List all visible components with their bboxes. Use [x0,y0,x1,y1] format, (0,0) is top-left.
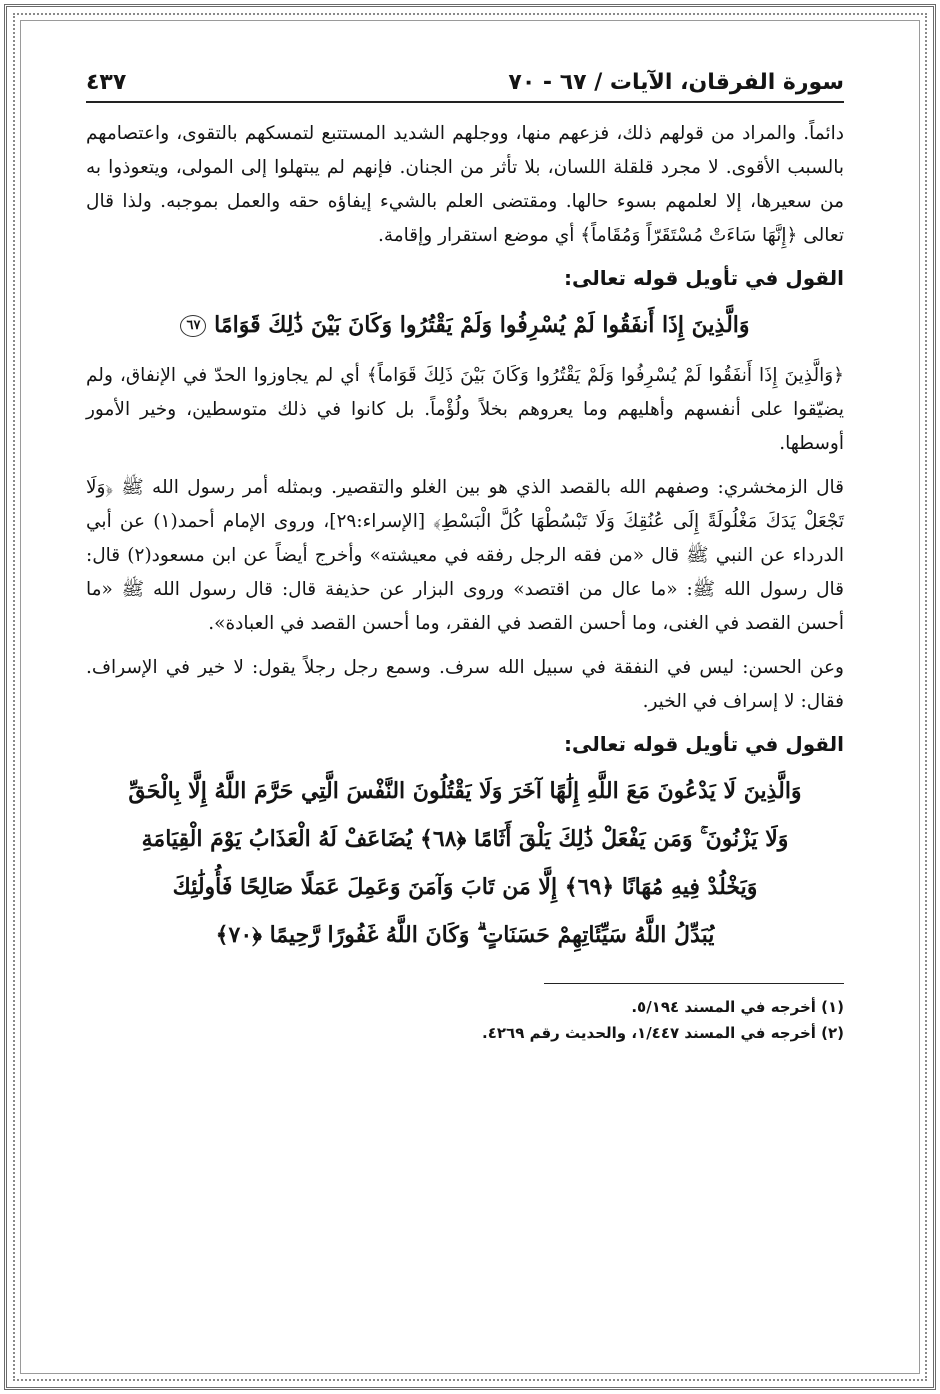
page-content [86,70,844,1046]
footnote-1: (١) أخرجه في المسند ٥/١٩٤. [631,998,844,1016]
verse-line: يُبَدِّلُ اللَّهُ سَيِّئَاتِهِمْ حَسَنَاتٍ ۗ وَكَانَ اللَّهُ غَفُورًا رَّحِيمًا ﴿٧٠﴾ [215,922,715,948]
quran-verse-67 [86,301,844,349]
section-heading-2: القول في تأويل قوله تعالى: [564,732,844,756]
verse-line: وَالَّذِينَ لَا يَدْعُونَ مَعَ اللَّهِ إِلَٰهًا آخَرَ وَلَا يَقْتُلُونَ النَّفْسَ الَّتِي حَرَّمَ اللَّهُ إِلَّا بِالْحَقِّ [128,778,802,804]
quran-verses-68-70 [86,767,844,959]
paragraph-1: دائماً. والمراد من قولهم ذلك، فزعهم منها، ووجلهم الشديد المستتبع لتمسكهم بالتقوى، واعتصامهم بالسبب الأقوى. لا مجرد قلقلة اللسان، بلا تأثر من الجنان. فإنهم لم يبتهلوا إلى المولى، ويتعوذوا به من سعيرها، إلا لعلمهم بسوء حالها. ومقتضى العلم بالشيء إيفاؤه حقه والعمل بموجبه. ولذا قال تعالى ﴿إِنَّهَا سَاءَتْ مُسْتَقَرّاً وَمُقَاماً﴾ أي موضع استقرار وإقامة. [86,123,844,246]
paragraph-4: وعن الحسن: ليس في النفقة في سبيل الله سرف. وسمع رجل رجلاً يقول: لا خير في الإسراف. فقال: لا إسراف في الخير. [86,657,844,712]
footnote-2: (٢) أخرجه في المسند ١/٤٤٧، والحديث رقم ٤٢٦٩. [482,1024,844,1042]
footnote-divider [544,983,844,984]
section-heading-1: القول في تأويل قوله تعالى: [564,266,844,290]
verse-number-ornament: ٦٧ [180,315,206,337]
paragraph-3: قال الزمخشري: وصفهم الله بالقصد الذي هو بين الغلو والتقصير. وبمثله أمر رسول الله ﷺ ﴿وَلَا تَجْعَلْ يَدَكَ مَغْلُولَةً إِلَى عُنُقِكَ وَلَا تَبْسُطْهَا كُلَّ الْبَسْطِ﴾ [الإسراء:٢٩]، وروى الإمام أحمد(١) عن أبي الدرداء عن النبي ﷺ قال «من فقه الرجل رفقه في معيشته» وأخرج أيضاً عن ابن مسعود(٢) قال: قال رسول الله ﷺ: «ما عال من اقتصد» وروى البزار عن حذيفة قال: قال رسول الله ﷺ «ما أحسن القصد في الغنى، وما أحسن القصد في الفقر، وما أحسن القصد في العبادة». [86,477,844,634]
verse-line: وَلَا يَزْنُونَ ۚ وَمَن يَفْعَلْ ذَٰلِكَ يَلْقَ أَثَامًا ﴿٦٨﴾ يُضَاعَفْ لَهُ الْعَذَابُ يَوْمَ الْقِيَامَةِ [141,826,789,852]
verse-67-text: وَالَّذِينَ إِذَا أَنفَقُوا لَمْ يُسْرِفُوا وَلَمْ يَقْتُرُوا وَكَانَ بَيْنَ ذَٰلِكَ قَوَامًا [214,312,750,338]
verse-line: وَيَخْلُدْ فِيهِ مُهَانًا ﴿٦٩﴾ إِلَّا مَن تَابَ وَآمَنَ وَعَمِلَ عَمَلًا صَالِحًا فَأُولَٰئِكَ [172,874,758,900]
page-number: ٤٣٧ [86,70,127,95]
running-title: سورة الفرقان، الآيات / ٦٧ - ٧٠ [508,70,844,95]
page-header [86,70,844,103]
paragraph-2: ﴿وَالَّذِينَ إِذَا أَنفَقُوا لَمْ يُسْرِفُوا وَلَمْ يَقْتُرُوا وَكَانَ بَيْنَ ذَلِكَ قَوَاماً﴾ أي لم يجاوزوا الحدّ في الإنفاق، ولم يضيّقوا على أنفسهم وأهليهم وما يعروهم بخلاً ولُؤْماً. بل كانوا في ذلك متوسطين، وخير الأمور أوسطها. [86,365,844,454]
